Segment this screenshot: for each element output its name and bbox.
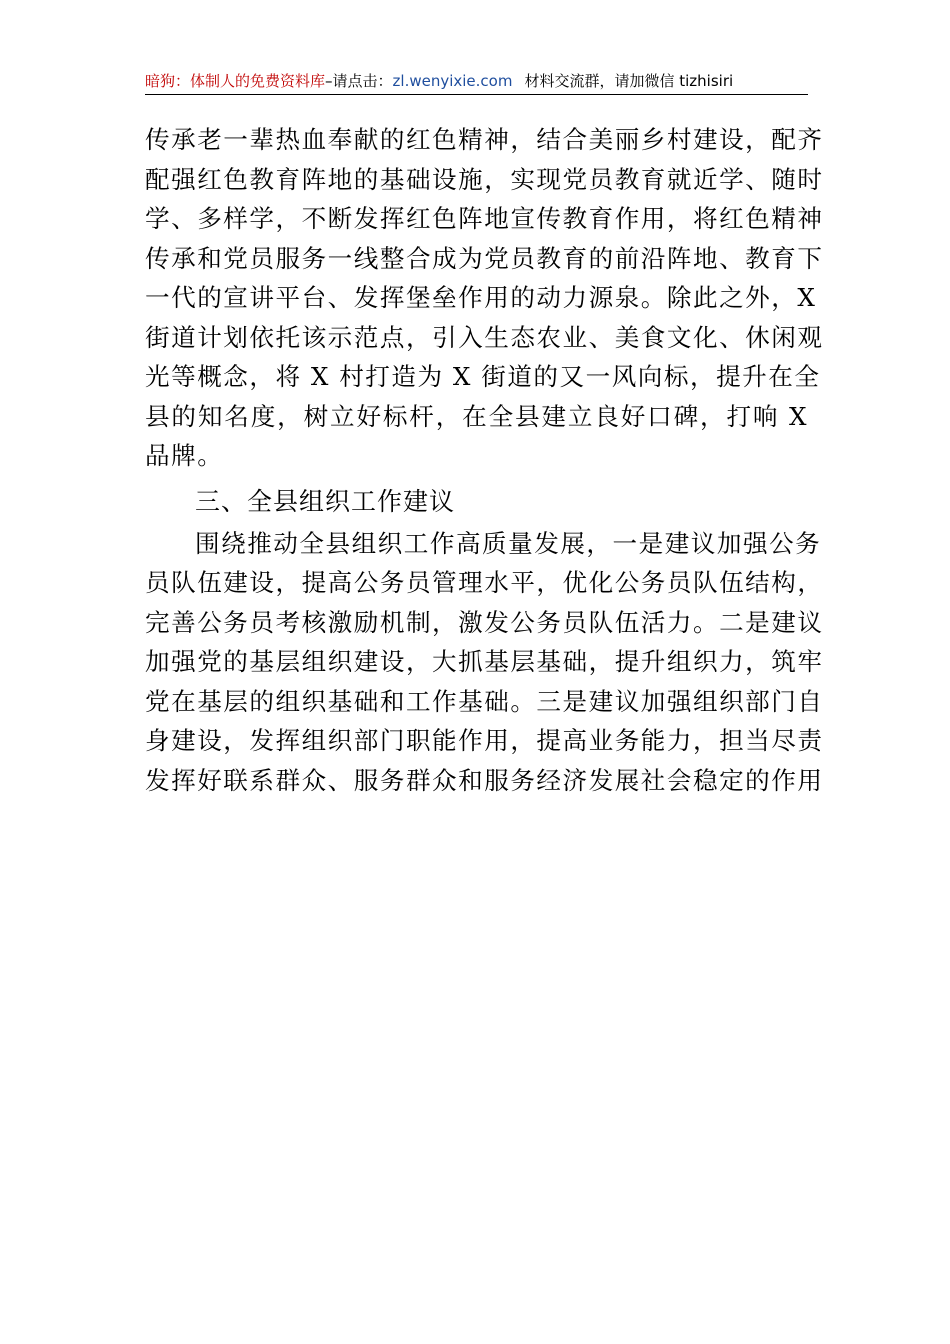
text-line: 身建设，发挥组织部门职能作用，提高业务能力，担当尽责 [145, 726, 824, 755]
document-body [145, 120, 824, 800]
header-link[interactable]: zl.wenyixie.com [392, 72, 513, 90]
text-line: 加强党的基层组织建设，大抓基层基础，提升组织力，筑牢 [145, 647, 824, 676]
section-heading: 三、全县组织工作建议 [195, 486, 456, 516]
text-line: 品牌。 [145, 441, 224, 470]
text-line: 传承和党员服务一线整合成为党员教育的前沿阵地、教育下 [145, 243, 824, 273]
text-line: 围绕推动全县组织工作高质量发展，一是建议加强公务 [195, 528, 822, 558]
text-line: 完善公务员考核激励机制，激发公务员队伍活力。二是建议 [145, 607, 824, 637]
page-header [145, 70, 808, 95]
header-prompt: –请点击： [325, 72, 393, 90]
text-line: 员队伍建设，提高公务员管理水平，优化公务员队伍结构， [145, 568, 824, 597]
paragraph-2 [145, 524, 824, 801]
text-line: 党在基层的组织基础和工作基础。三是建议加强组织部门自 [145, 686, 824, 716]
paragraph-1 [145, 120, 824, 476]
text-line: 学、多样学，不断发挥红色阵地宣传教育作用，将红色精神 [145, 204, 824, 233]
text-line: 县的知名度，树立好标杆，在全县建立良好口碑，打响 X [145, 401, 808, 431]
text-line: 街道计划依托该示范点，引入生态农业、美食文化、休闲观 [145, 322, 824, 352]
header-contact: 材料交流群，请加微信 tizhisiri [524, 72, 734, 90]
header-brand: 暗狗：体制人的免费资料库 [145, 72, 326, 90]
text-line: 发挥好联系群众、服务群众和服务经济发展社会稳定的作用 [145, 765, 824, 795]
text-line: 配强红色教育阵地的基础设施，实现党员教育就近学、随时 [145, 164, 824, 194]
text-line: 传承老一辈热血奉献的红色精神，结合美丽乡村建设，配齐 [145, 125, 824, 154]
text-line: 一代的宣讲平台、发挥堡垒作用的动力源泉。除此之外，X [145, 283, 817, 312]
text-line: 光等概念，将 X 村打造为 X 街道的又一风向标，提升在全 [145, 362, 821, 391]
